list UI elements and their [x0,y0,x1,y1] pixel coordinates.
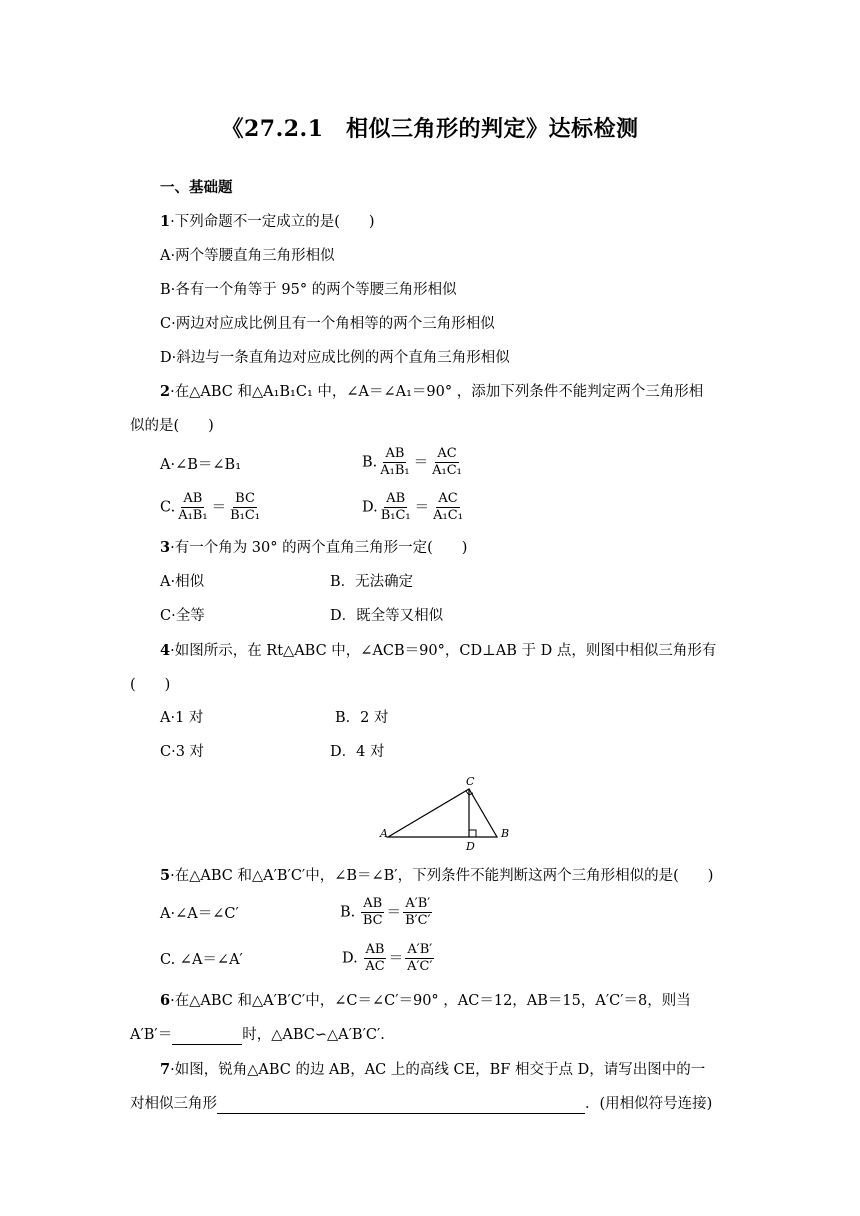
q4-option-c: C·3 对 [160,744,205,760]
question-stem: ·在△ABC 和△A′B′C′中，∠C＝∠C′＝90° ，AC＝12，AB＝15，A′C′＝8，则当 [170,993,691,1009]
fraction [431,491,465,524]
equals-sign: ＝ [386,904,402,921]
stem-text: A′B′＝ [130,1027,173,1043]
question-stem-continued [130,1094,712,1114]
section-heading: 一、基础题 [160,179,233,196]
question-4 [160,641,716,661]
equals-sign: ＝ [211,499,227,516]
q4-option-a: A·1 对 [160,710,204,726]
numerator: AC [437,446,457,461]
document-title: 《27.2.1 相似三角形的判定》达标检测 [221,116,639,142]
fraction [430,446,464,479]
option-label: D. [342,950,358,967]
q5-option-c: C. ∠A＝∠A′ [160,952,243,968]
equals-sign: ＝ [414,499,430,516]
q1-option-b: B·各有一个角等于 95° 的两个等腰三角形相似 [160,282,457,298]
numerator: AC [438,491,458,506]
q5-option-d [342,942,435,975]
option-label: C. [160,499,176,516]
numerator: AB [183,491,203,506]
question-number: 6 [160,992,171,1009]
question-5 [160,866,713,886]
question-3 [160,538,467,558]
question-stem: ·有一个角为 30° 的两个直角三角形一定( ) [170,540,468,556]
question-stem-continued [130,1025,385,1045]
question-stem: ·在△ABC 和△A₁B₁C₁ 中，∠A＝∠A₁＝90° ，添加下列条件不能判定两个三角形相 [170,384,704,400]
option-label: B. [362,454,378,471]
question-stem-continued: 似的是( ) [130,418,214,434]
label-c: C [466,775,475,788]
fraction [379,491,413,524]
fraction [378,446,411,479]
numerator: BC [235,491,255,506]
denominator: B′C′ [405,913,431,928]
numerator: AB [365,942,385,957]
question-number: 2 [160,383,171,400]
question-2 [160,382,703,402]
question-stem-continued: ( ) [130,677,171,693]
fraction [228,491,262,524]
label-a: A [380,827,388,840]
q3-option-b: B．无法确定 [330,574,414,590]
option-label: D. [362,499,378,516]
denominator: A′C′ [407,959,433,974]
q1-option-a: A·两个等腰直角三角形相似 [160,248,335,264]
q1-option-d: D·斜边与一条直角边对应成比例的两个直角三角形相似 [160,350,510,366]
triangle-abc [388,789,497,837]
label-d: D [466,840,475,853]
q5-option-b [340,896,434,929]
fraction [361,896,385,929]
q2-option-d [362,491,466,524]
question-stem: ·下列命题不一定成立的是( ) [170,214,375,230]
numerator: AB [385,446,405,461]
answer-blank[interactable] [172,1028,242,1045]
option-label: B. [340,904,356,921]
q1-option-c: C·两边对应成比例且有一个角相等的两个三角形相似 [160,316,495,332]
equals-sign: ＝ [413,454,429,471]
numerator: A′B′ [405,896,431,911]
q4-option-d: D．4 对 [330,744,385,760]
q4-option-b: B．2 对 [335,710,389,726]
fraction [405,942,434,975]
denominator: B₁C₁ [230,508,260,523]
denominator: B₁C₁ [380,508,411,523]
question-number: 7 [160,1061,171,1078]
denominator: A₁C₁ [432,463,462,478]
question-stem: ·在△ABC 和△A′B′C′中，∠B＝∠B′，下列条件不能判断这两个三角形相似的是( ) [170,868,714,884]
label-b: B [501,827,510,840]
q3-option-a: A·相似 [160,574,205,590]
question-stem: ·如图，锐角△ABC 的边 AB，AC 上的高线 CE，BF 相交于点 D，请写出图中的一 [170,1062,706,1078]
fraction [403,896,432,929]
right-angle-mark-d [469,830,476,837]
denominator: BC [362,913,383,928]
question-number: 1 [160,213,171,230]
stem-text: ．(用相似符号连接) [585,1096,713,1112]
fraction [176,491,209,524]
q2-option-a: A·∠B＝∠B₁ [160,457,242,473]
question-6 [160,991,691,1011]
answer-blank[interactable] [217,1097,585,1114]
numerator: AB [363,896,383,911]
equals-sign: ＝ [388,950,404,967]
denominator: AC [365,959,385,974]
stem-text: 时，△ABC∽△A′B′C′. [242,1027,385,1043]
q5-option-a: A·∠A＝∠C′ [160,906,239,922]
denominator: A₁B₁ [380,463,410,478]
denominator: A₁B₁ [178,508,208,523]
stem-text: 对相似三角形 [130,1096,217,1112]
q3-option-c: C·全等 [160,608,205,624]
numerator: A′B′ [407,942,433,957]
question-stem: ·如图所示，在 Rt△ABC 中，∠ACB＝90°，CD⊥AB 于 D 点，则图中相似三角形有 [170,643,717,659]
question-number: 5 [160,867,171,884]
triangle-figure [370,774,520,854]
denominator: A₁C₁ [433,508,463,523]
question-7 [160,1060,705,1080]
q2-option-b [362,446,465,479]
question-number: 3 [160,539,171,556]
fraction [363,942,386,975]
question-number: 4 [160,642,171,659]
numerator: AB [386,491,406,506]
question-1 [160,212,375,232]
q2-option-c [160,491,263,524]
q3-option-d: D．既全等又相似 [330,608,444,624]
